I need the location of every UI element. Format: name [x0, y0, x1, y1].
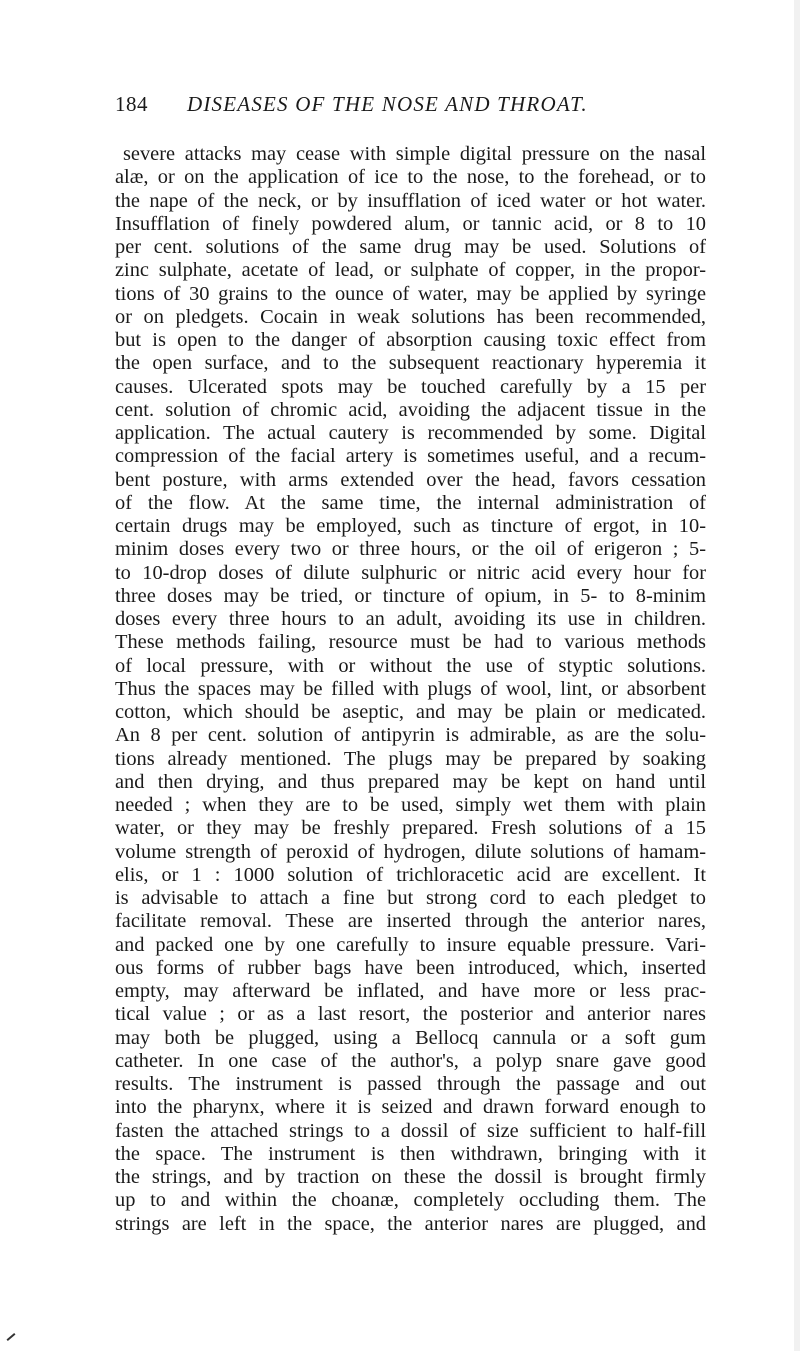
text-line: causes. Ulcerated spots may be touched carefully by a 15 per [115, 375, 706, 398]
running-title: DISEASES OF THE NOSE AND THROAT. [187, 92, 588, 116]
text-line: tical value ; or as a last resort, the posterior and anterior nares [115, 1003, 706, 1026]
text-line: per cent. solutions of the same drug may be used. Solutions of [115, 236, 706, 258]
text-line: three doses may be tried, or tincture of opium, in 5- to 8-minim [115, 584, 706, 607]
text-line: volume strength of peroxid of hydrogen, dilute solutions of hamam- [115, 840, 706, 863]
text-line: but is open to the danger of absorption causing toxic effect from [115, 329, 706, 351]
text-line: or on pledgets. Cocain in weak solutions has been recommended, [115, 305, 706, 328]
text-line: severe attacks may cease with simple digital pressure on the nasal [123, 143, 706, 165]
text-line: Thus the spaces may be filled with plugs of wool, lint, or absorbent [115, 677, 706, 700]
text-line: and then drying, and thus prepared may be kept on hand until [115, 770, 706, 793]
page-edge-shadow [794, 0, 800, 1351]
text-line: minim doses every two or three hours, or the oil of erigeron ; 5- [115, 538, 706, 561]
page-number: 184 [115, 92, 148, 116]
text-line: An 8 per cent. solution of antipyrin is admirable, as are the solu- [115, 724, 706, 747]
margin-mark [7, 1333, 16, 1341]
text-line: the nape of the neck, or by insufflation of iced water or hot water. [115, 189, 706, 212]
page-header [115, 92, 715, 122]
text-line: up to and within the choanæ, completely occluding them. The [115, 1189, 706, 1212]
text-line: strings are left in the space, the anterior nares are plugged, and [115, 1212, 706, 1235]
text-line: the open surface, and to the subsequent reactionary hyperemia it [115, 352, 706, 375]
text-line: tions already mentioned. The plugs may be prepared by soaking [115, 747, 706, 770]
text-line: Insufflation of finely powdered alum, or tannic acid, or 8 to 10 [115, 212, 706, 235]
text-line: These methods failing, resource must be had to various methods [115, 631, 706, 654]
text-line: catheter. In one case of the author's, a polyp snare gave good [115, 1049, 706, 1072]
text-line: bent posture, with arms extended over the head, favors cessation [115, 468, 706, 491]
text-line: the strings, and by traction on these the dossil is brought firmly [115, 1166, 706, 1188]
text-line: to 10-drop doses of dilute sulphuric or nitric acid every hour for [115, 561, 706, 584]
text-line: of the flow. At the same time, the internal administration of [115, 491, 706, 514]
text-line: may both be plugged, using a Bellocq cannula or a soft gum [115, 1026, 706, 1049]
text-line: application. The actual cautery is recommended by some. Digital [115, 422, 706, 444]
text-line: elis, or 1 : 1000 solution of trichloracetic acid are excellent. It [115, 863, 706, 886]
text-line: zinc sulphate, acetate of lead, or sulphate of copper, in the propor- [115, 259, 706, 282]
text-line: cent. solution of chromic acid, avoiding the adjacent tissue in the [115, 398, 706, 421]
text-line: doses every three hours to an adult, avoiding its use in children. [115, 608, 706, 630]
text-line: alæ, or on the application of ice to the nose, to the forehead, or to [115, 166, 706, 189]
text-line: empty, may afterward be inflated, and have more or less prac- [115, 980, 706, 1002]
text-line: fasten the attached strings to a dossil of size sufficient to half-fill [115, 1119, 706, 1142]
text-line: the space. The instrument is then withdrawn, bringing with it [115, 1142, 706, 1165]
text-line: needed ; when they are to be used, simply wet them with plain [115, 794, 706, 816]
text-line: water, or they may be freshly prepared. Fresh solutions of a 15 [115, 817, 706, 840]
text-line: certain drugs may be employed, such as tincture of ergot, in 10- [115, 515, 706, 537]
body-text [115, 143, 706, 1236]
text-line: and packed one by one carefully to insure equable pressure. Vari- [115, 933, 706, 956]
text-line: compression of the facial artery is sometimes useful, and a recum- [115, 445, 706, 468]
text-line: ous forms of rubber bags have been introduced, which, inserted [115, 956, 706, 979]
text-line: tions of 30 grains to the ounce of water, may be applied by syringe [115, 282, 706, 305]
text-line: into the pharynx, where it is seized and drawn forward enough to [115, 1096, 706, 1119]
text-line: facilitate removal. These are inserted through the anterior nares, [115, 910, 706, 933]
text-line: results. The instrument is passed through the passage and out [115, 1073, 706, 1095]
text-line: of local pressure, with or without the use of styptic solutions. [115, 654, 706, 677]
text-line: cotton, which should be aseptic, and may be plain or medicated. [115, 701, 706, 723]
text-line: is advisable to attach a fine but strong cord to each pledget to [115, 887, 706, 909]
